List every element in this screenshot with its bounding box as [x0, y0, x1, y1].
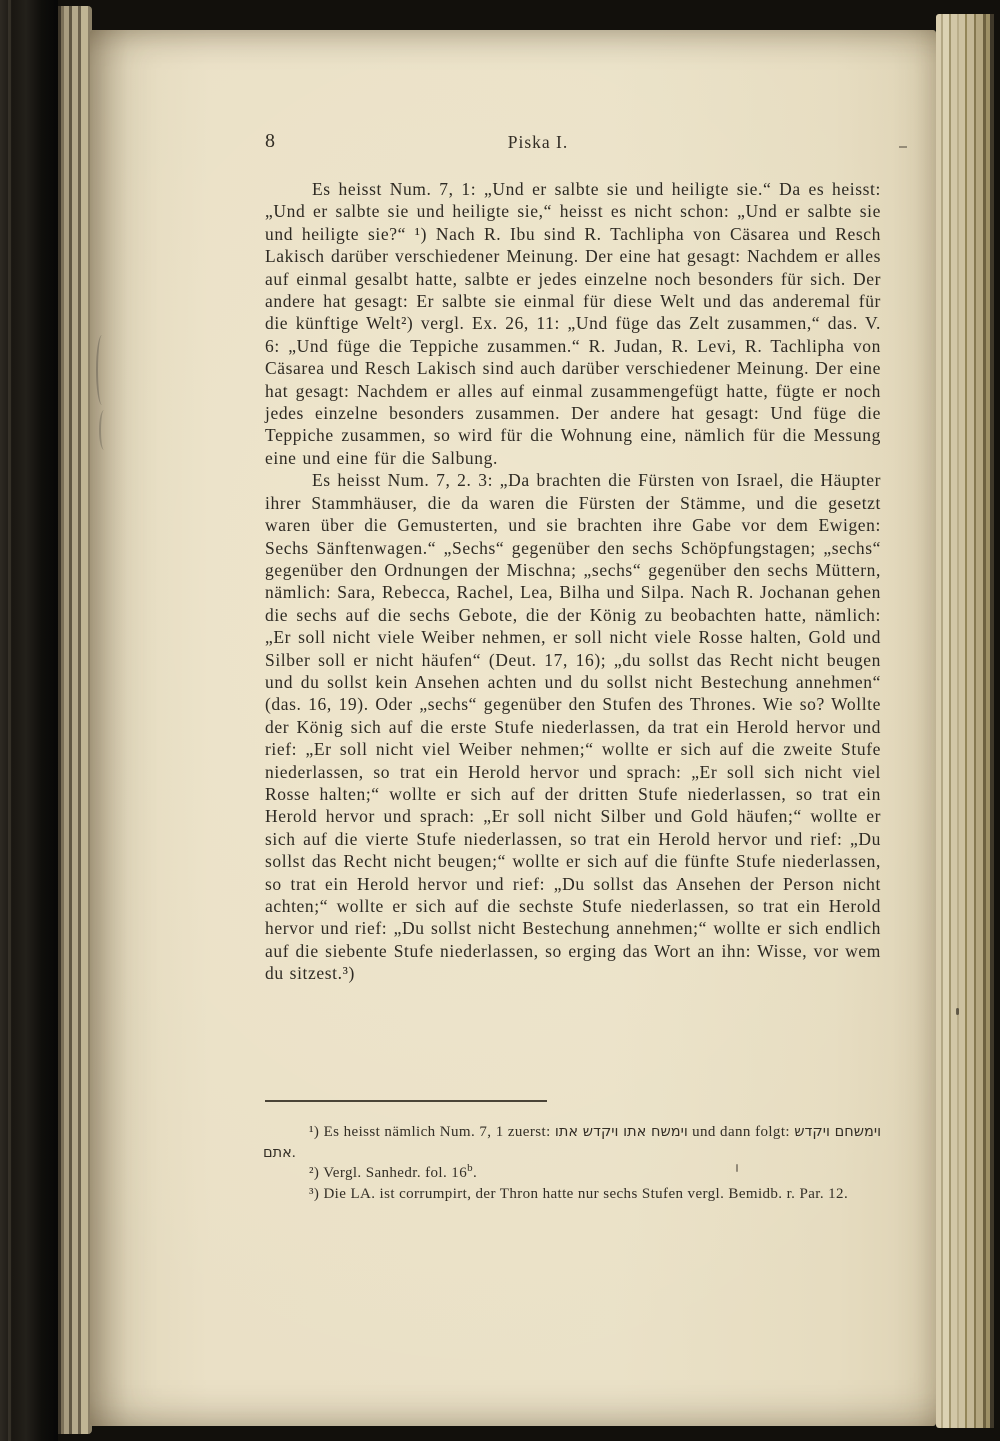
- body-paragraph-1: Es heisst Num. 7, 1: „Und er salbte sie und heiligte sie.“ Da es heisst: „Und er salbte sie und heiligte sie,“ heisst es nicht schon: „Und er salbte sie und heiligte sie?“ ¹) Nach R. Ibu sind R. Tachlipha von Cäsarea und Resch Lakisch darüber verschiedener Meinung. Der eine hat gesagt: Nachdem er alles auf einmal gesalbt hatte, salbte er jedes einzelne noch besonders für sich. Der andere hat gesagt: Er salbte sie einmal für diese Welt und das anderemal für die künftige Welt²) vergl. Ex. 26, 11: „Und füge das Zelt zusammen,“ das. V. 6: „Und füge die Teppiche zusammen.“ R. Judan, R. Levi, R. Tachlipha von Cäsarea und Resch Lakisch sind auch darüber verschiedener Meinung. Der eine hat gesagt: Nachdem er alles auf einmal zusammengefügt hatte, fügte er noch jedes einzelne besonders zusammen. Der andere hat gesagt: Und füge die Teppiche zusammen, so wird für die Wohnung eine, nämlich für die Messung eine und eine für die Salbung.: [265, 179, 881, 468]
- book-binding: [0, 0, 58, 1441]
- body-paragraph-2: Es heisst Num. 7, 2. 3: „Da brachten die Fürsten von Israel, die Häupter ihrer Stammhäuser, die da waren die Fürsten der Stämme, und die gesetzt waren über die Gemusterten, und sie brachten ihre Gabe vor dem Ewigen: Sechs Sänftenwagen.“ „Sechs“ gegenüber den sechs Schöpfungstagen; „sechs“ gegenüber den Ordnungen der Mischna; „sechs“ gegenüber den sechs Müttern, nämlich: Sara, Rebecca, Rachel, Lea, Bilha und Silpa. Nach R. Jochanan gehen die sechs auf die sechs Gebote, die der König zu beobachten hatte, nämlich: „Er soll nicht viele Weiber nehmen, er soll nicht viele Rosse halten, Gold und Silber soll er nicht häufen“ (Deut. 17, 16); „du sollst das Recht nicht beugen und du sollst kein Ansehen achten und du sollst nicht Bestechung annehmen“ (das. 16, 19). Oder „sechs“ gegenüber den Stufen des Thrones. Wie so? Wollte der König sich auf die erste Stufe niederlassen, da trat ein Herold hervor und rief: „Er soll nicht viel Weiber nehmen;“ wollte er sich auf die zweite Stufe niederlassen, so trat ein Herold hervor und sprach: „Er soll sich nicht viel Rosse halten;“ wollte er sich auf der dritten Stufe niederlassen, so trat ein Herold hervor und sprach: „Er soll nicht Silber und Gold häufen;“ wollte er sich auf die vierte Stufe niederlassen, so trat ein Herold hervor und rief: „Du sollst das Recht nicht beugen;“ wollte er sich auf die fünfte Stufe niederlassen, so trat ein Herold hervor und rief: „Du sollst das Ansehen der Person nicht achten;“ wollte er sich auf die sechste Stufe niederlassen, so trat ein Herold hervor und rief: „Du sollst nicht Bestechung annehmen;“ wollte er sich endlich auf die siebente Stufe niederlassen, so erging das Wort an ihn: Wisse, vor wem du sitzest.³): [265, 470, 881, 984]
- footnote-1-period: .: [291, 1144, 297, 1161]
- running-header: [265, 130, 881, 156]
- page-header-title: Piska I.: [507, 132, 569, 152]
- footnote-3: [263, 1184, 881, 1205]
- footnote-1-hebrew-quote-2: וימשחם ויקדש אתם: [263, 1124, 882, 1161]
- footnote-2: [263, 1163, 881, 1184]
- footnote-2-period: .: [473, 1165, 478, 1181]
- footnote-3-text: Die LA. ist corrumpirt, der Thron hatte nur sechs Stufen vergl. Bemidb. r. Par. 12.: [323, 1185, 849, 1202]
- footnote-2-text: Vergl. Sanhedr. fol. 16: [323, 1165, 468, 1181]
- footnote-1-marker: ¹): [309, 1124, 320, 1140]
- body-text: [265, 178, 881, 985]
- footnote-1: [263, 1122, 881, 1163]
- footnote-2-marker: ²): [309, 1165, 320, 1181]
- book-page: [90, 30, 936, 1426]
- footnotes-section: [263, 1100, 881, 1204]
- page-edges-right: [936, 14, 994, 1428]
- page-edges-left: [58, 6, 92, 1434]
- footnote-2-superscript: b: [467, 1162, 474, 1174]
- footnote-1-text-middle: und dann folgt:: [692, 1124, 790, 1140]
- footnote-3-marker: ³): [309, 1185, 320, 1202]
- footnote-divider: [265, 1100, 547, 1102]
- footnote-1-hebrew-quote-1: וימשח אתו ויקדש אתו: [554, 1124, 688, 1140]
- page-number: 8: [265, 130, 276, 152]
- footnote-1-text-before: Es heisst nämlich Num. 7, 1 zuerst:: [323, 1124, 551, 1140]
